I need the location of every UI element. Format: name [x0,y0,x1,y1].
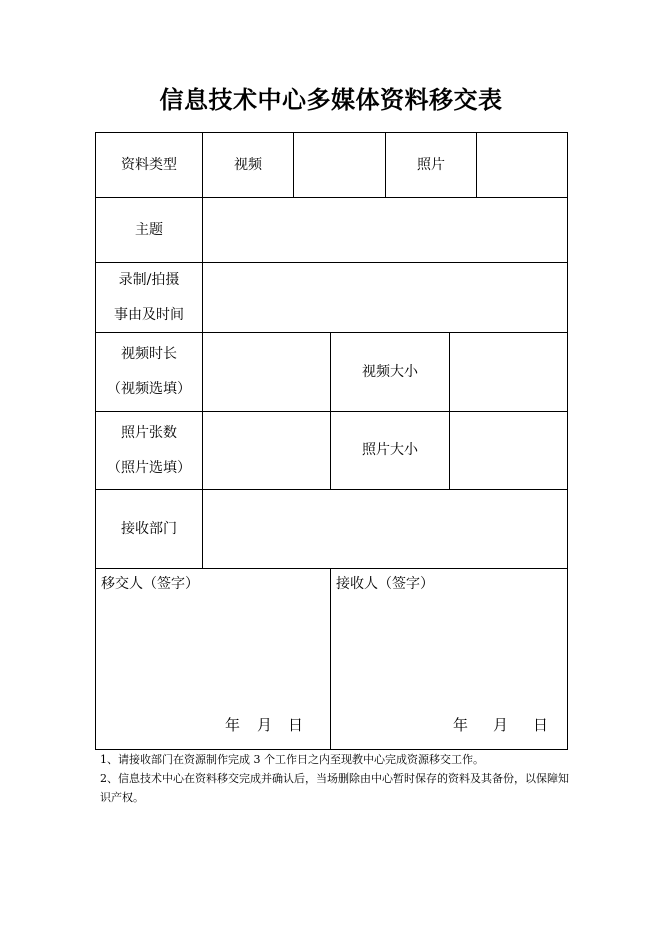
receiver-date-day: 日 [533,716,549,734]
photo-size-field[interactable] [449,411,568,490]
video-size-label-text: 视频大小 [362,363,418,380]
transferor-date-day: 日 [288,716,304,734]
note-item: 1、请接收部门在资源制作完成 3 个工作日之内至现教中心完成资源移交工作。 [100,753,484,766]
page-title: 信息技术中心多媒体资料移交表 [159,86,503,114]
topic-field[interactable] [202,197,568,263]
reason-time-label-line2: 事由及时间 [114,306,184,323]
photo-size-label-text: 照片大小 [362,442,418,458]
receiver-signature-label: 接收人（签字） [336,576,434,592]
reason-time-label [95,262,203,333]
topic-label [95,197,203,263]
video-duration-field[interactable] [202,332,331,412]
transferor-date-month: 月 [257,716,273,734]
photo-count-field[interactable] [202,411,331,490]
note-item: 2、信息技术中心在资料移交完成并确认后，当场删除由中心暂时保存的资料及其备份，以保障知识产权。 [100,772,569,804]
video-size-label [330,332,450,412]
reason-time-label-line1: 录制/拍摄 [118,271,180,288]
topic-label-text: 主题 [135,221,163,238]
photo-count-label-line1: 照片张数 [121,424,177,441]
video-duration-label [95,332,203,412]
video-duration-label-line2: （视频选填） [107,381,191,397]
receiving-dept-label [95,489,203,569]
transferor-date-year: 年 [225,716,241,734]
video-size-field[interactable] [449,332,568,412]
video-value-field[interactable] [293,132,386,198]
receiving-dept-label-text: 接收部门 [121,520,177,537]
photo-count-label [95,411,203,490]
reason-time-field[interactable] [202,262,568,333]
notes [100,750,570,807]
photo-value-field[interactable] [476,132,568,198]
photo-size-label [330,411,450,490]
receiver-date-year: 年 [453,716,469,734]
receiver-date-month: 月 [493,716,509,734]
material-type-label-text: 资料类型 [121,156,177,173]
video-option-cell [202,132,294,198]
photo-count-label-line2: （照片选填） [107,459,191,476]
video-option-label: 视频 [234,156,262,173]
video-duration-label-line1: 视频时长 [121,346,177,362]
material-type-label [95,132,203,198]
photo-option-cell [385,132,477,198]
photo-option-label: 照片 [417,156,445,173]
receiving-dept-field[interactable] [202,489,568,569]
transferor-signature-label: 移交人（签字） [101,576,199,592]
